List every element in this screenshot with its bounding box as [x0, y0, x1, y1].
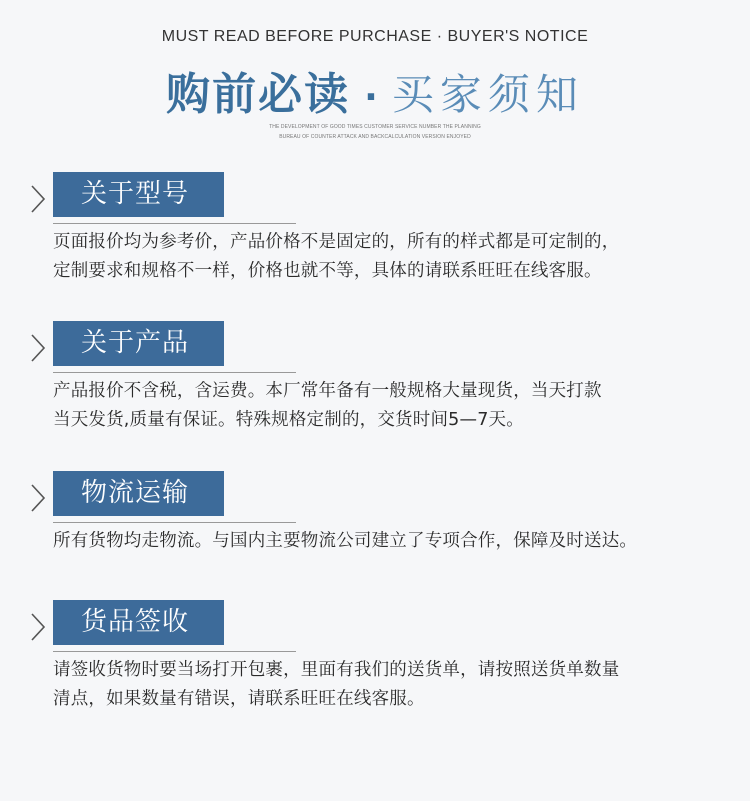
body-line: 页面报价均为参考价，产品价格不是固定的，所有的样式都是可定制的，	[53, 232, 620, 252]
section-heading: 物流运输	[53, 471, 224, 516]
body-line: 请签收货物时要当场打开包裹，里面有我们的送货单，请按照送货单数量	[53, 660, 620, 680]
section-body	[53, 377, 743, 435]
chevron-right-icon	[30, 483, 46, 513]
section-body	[53, 656, 743, 714]
header-subtitle-en: MUST READ BEFORE PURCHASE · BUYER'S NOTICE	[161, 28, 589, 45]
section-heading: 关于产品	[53, 321, 224, 366]
header-tiny-line-2: BUREAU OF COUNTER ATTACK AND BACKCALCULATION VERSION ENJOYED	[279, 134, 471, 140]
section-heading: 货品签收	[53, 600, 224, 645]
title-bold: 购前必读	[166, 69, 351, 120]
body-line: 产品报价不含税，含运费。本厂常年备有一般规格大量现货，当天打款	[53, 381, 602, 401]
section-divider	[53, 223, 296, 224]
body-line: 清点，如果数量有错误，请联系旺旺在线客服。	[53, 689, 425, 709]
chevron-right-icon	[30, 333, 46, 363]
section-divider	[53, 522, 296, 523]
section-divider	[53, 651, 296, 652]
section-body	[53, 228, 743, 286]
section-divider	[53, 372, 296, 373]
chevron-right-icon	[30, 612, 46, 642]
header-tiny-line-1: THE DEVELOPMENT OF GOOD TIMES CUSTOMER SERVICE NUMBER THE PLANNING	[269, 124, 481, 130]
body-line: 定制要求和规格不一样，价格也就不等，具体的请联系旺旺在线客服。	[53, 261, 602, 281]
body-line: 所有货物均走物流。与国内主要物流公司建立了专项合作，保障及时送达。	[53, 531, 638, 551]
body-line: 当天发货,质量有保证。特殊规格定制的，交货时间5—7天。	[53, 410, 524, 430]
section-heading: 关于型号	[53, 172, 224, 217]
page-title	[0, 58, 750, 122]
title-light: 买家须知	[391, 70, 584, 119]
section-body	[53, 527, 743, 556]
title-separator: ·	[364, 77, 378, 118]
chevron-right-icon	[30, 184, 46, 214]
